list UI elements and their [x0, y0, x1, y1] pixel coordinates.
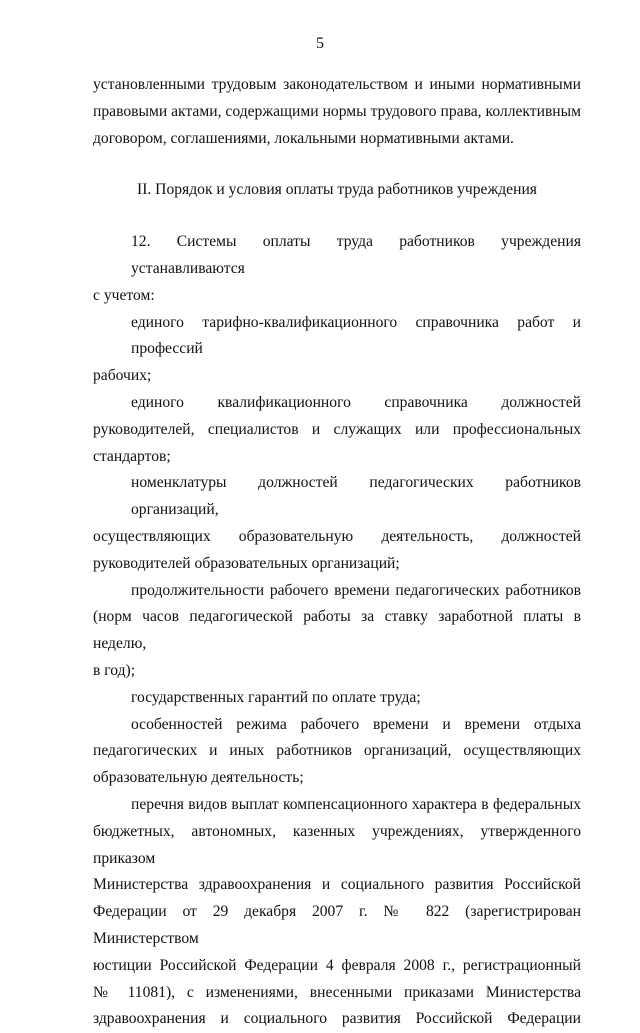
text-line: единого тарифно-квалификационного справочника работ и профессий [131, 313, 581, 358]
text-line: правовыми актами, содержащими нормы трудового права, коллективным [93, 102, 581, 120]
text-line: установленными трудовым законодательством и иными нормативными [93, 76, 581, 93]
text-line: педагогических и иных работников организаций, осуществляющих [93, 742, 581, 760]
text-line: продолжительности рабочего времени педагогических работников [131, 581, 581, 599]
document-body [93, 72, 581, 1033]
text-line: Федерации от 29 декабря 2007 г. № 822 (зарегистрирован Министерством [93, 903, 581, 947]
text-line: договором, соглашениями, локальными нормативными актами. [93, 129, 514, 147]
text-line: № 11081), с изменениями, внесенными приказами Министерства [93, 983, 581, 1001]
text-line: 12. Системы оплаты труда работников учреждения устанавливаются [131, 233, 581, 277]
text-line: (норм часов педагогической работы за ставку заработной платы в неделю, [93, 608, 581, 653]
page-number: 5 [316, 35, 324, 52]
list-item [93, 792, 581, 1033]
text-line: осуществляющих образовательную деятельность, должностей [93, 527, 581, 545]
list-item [93, 712, 581, 792]
text-line: руководителей, специалистов и служащих или профессиональных [93, 420, 581, 438]
text-line: Министерства здравоохранения и социального развития Российской [93, 876, 581, 894]
list-item [93, 310, 581, 390]
text-line: рабочих; [93, 367, 152, 385]
text-line: в год); [93, 661, 136, 679]
text-line: образовательную деятельность; [93, 769, 304, 787]
text-line: юстиции Российской Федерации 4 февраля 2008 г., регистрационный [93, 956, 581, 974]
paragraph-item-12 [93, 229, 581, 309]
text-line: особенностей режима рабочего времени и времени отдыха [131, 715, 581, 733]
intro-paragraph [93, 72, 581, 152]
text-line: руководителей образовательных организаций; [93, 554, 400, 572]
text-line: здравоохранения и социального развития Российской Федерации [93, 1010, 581, 1028]
text-line: номенклатуры должностей педагогических работников организаций, [131, 474, 581, 519]
text-line: с учетом: [93, 286, 155, 304]
list-item [93, 578, 581, 685]
text-line: стандартов; [93, 447, 171, 465]
text-line: перечня видов выплат компенсационного характера в федеральных [131, 795, 581, 813]
list-item [93, 390, 581, 470]
list-item [93, 470, 581, 577]
list-item [93, 685, 581, 712]
text-line: бюджетных, автономных, казенных учреждениях, утвержденного приказом [93, 822, 581, 867]
section-heading: II. Порядок и условия оплаты труда работников учреждения [137, 181, 537, 199]
text-line: единого квалификационного справочника должностей [131, 393, 581, 411]
text-line: государственных гарантий по оплате труда; [131, 688, 421, 706]
